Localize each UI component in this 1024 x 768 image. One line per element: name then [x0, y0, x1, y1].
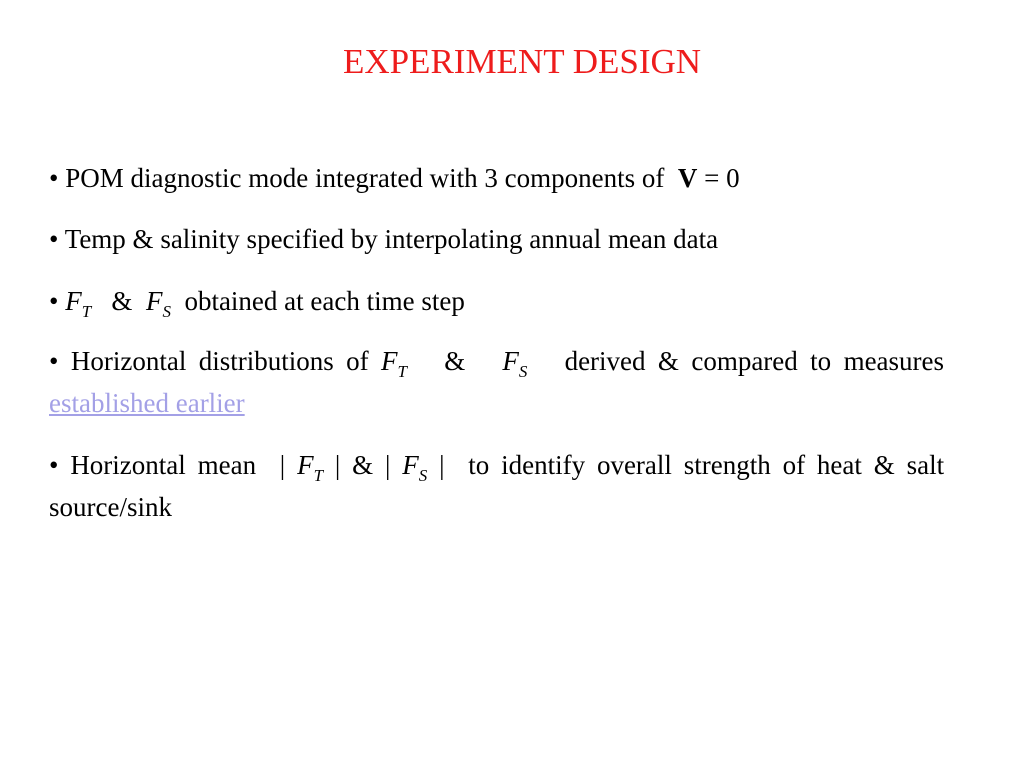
bullet-dot: • [49, 286, 59, 316]
abs-bar: | [279, 450, 286, 480]
bullet-text: obtained at each time step [184, 286, 465, 316]
slide-title: EXPERIMENT DESIGN [342, 42, 702, 81]
bullet-lead: Horizontal distributions of [70, 346, 369, 376]
bullet-lead: Horizontal mean [70, 450, 257, 480]
bullet-text: Temp & salinity specified by interpolating annual mean data [64, 224, 719, 254]
abs-bar: | [334, 450, 341, 480]
bullet-tail: derived & compared to measures [564, 346, 945, 376]
bullet-pom-diagnostic [49, 157, 944, 199]
bullet-tail: to identify overall strength of heat & salt source/sink [49, 450, 945, 522]
bullet-dot: • [49, 346, 59, 376]
bullet-dot: • [49, 450, 59, 480]
ampersand: & [111, 286, 133, 316]
bullet-ft-fs-obtained [49, 280, 944, 322]
symbol-ft: $F_T$ [65, 286, 92, 321]
abs-bar: | [385, 450, 391, 480]
ampersand: & [444, 346, 466, 376]
bullet-temp-salinity [49, 218, 944, 260]
bullet-dot: • [49, 163, 59, 193]
velocity-vector-symbol: V [677, 163, 698, 193]
bullet-horizontal-distributions [49, 340, 944, 424]
symbol-fs: $F_S$ [402, 450, 428, 485]
symbol-fs: $F_S$ [502, 346, 528, 381]
symbol-ft: $F_T$ [297, 450, 324, 485]
bullet-horizontal-mean [49, 444, 944, 528]
bullet-dot: • [49, 224, 59, 254]
symbol-ft: $F_T$ [381, 346, 407, 381]
symbol-fs: $F_S$ [145, 286, 171, 321]
bullet-text: POM diagnostic mode integrated with 3 components of [65, 163, 665, 193]
equation-tail: = 0 [704, 163, 740, 193]
ampersand: & [352, 450, 374, 480]
established-earlier-link[interactable]: established earlier [49, 388, 245, 418]
abs-bar: | [439, 450, 445, 480]
